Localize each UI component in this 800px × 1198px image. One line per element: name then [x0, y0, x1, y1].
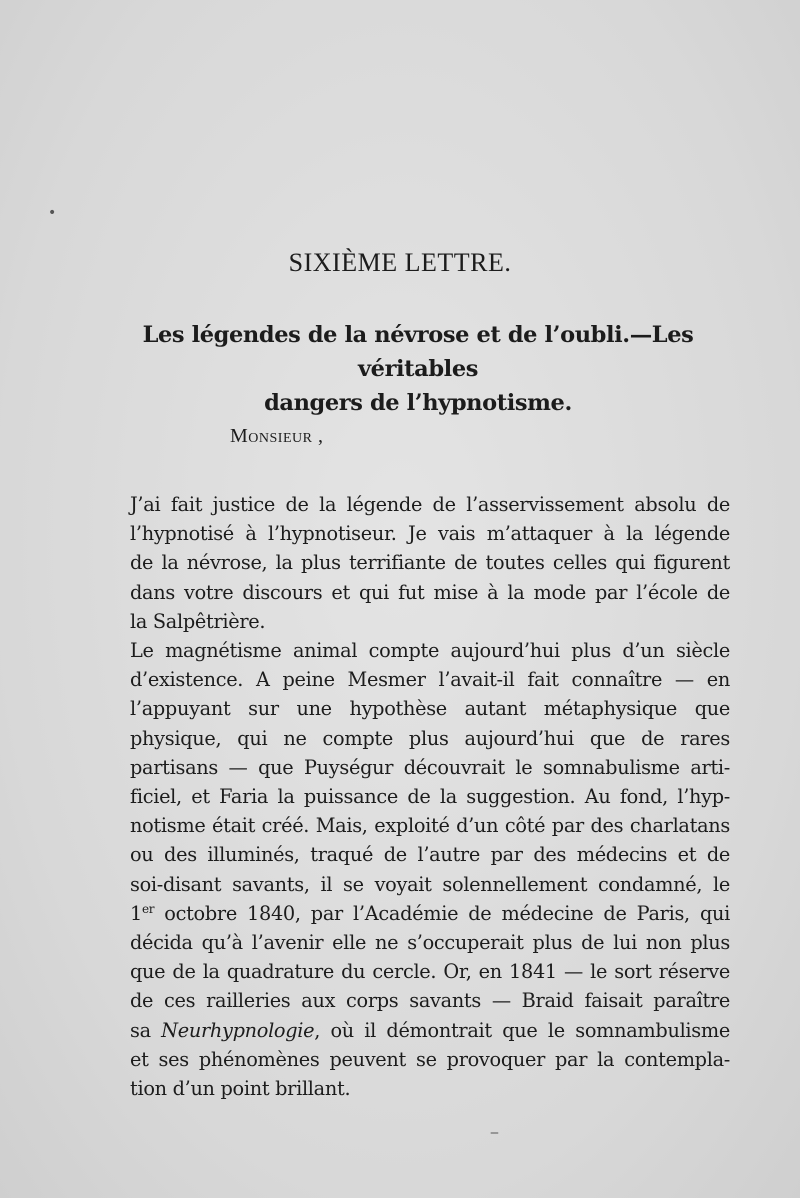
- text-line: que de la quadrature du cercle. Or, en 1841 — le sort réserve: [130, 960, 730, 984]
- text-line: soi-disant savants, il se voyait solennellement condamné, le: [130, 872, 730, 896]
- text-line: l’appuyant sur une hypothèse autant métaphysique que: [130, 697, 730, 721]
- text-line: l’hypnotisé à l’hypnotiseur. Je vais m’attaquer à la légende: [130, 522, 730, 546]
- text-line: de la névrose, la plus terrifiante de toutes celles qui figurent: [130, 551, 730, 575]
- text-line: ou des illuminés, traqué de l’autre par des médecins et de: [130, 843, 730, 867]
- text-line: partisans — que Puységur découvrait le somnabulisme arti-: [130, 755, 730, 779]
- text-fragment: 1: [130, 901, 142, 925]
- text-line-with-superscript: [105, 899, 730, 928]
- ink-speck: •: [48, 205, 57, 221]
- text-line-with-italic: [105, 1016, 730, 1045]
- text-line: décida qu’à l’avenir elle ne s’occuperait plus de lui non plus: [130, 931, 730, 955]
- superscript: er: [141, 901, 155, 916]
- text-line: ficiel, et Faria la puissance de la suggestion. Au fond, l’hyp-: [130, 785, 730, 809]
- subtitle-line: dangers de l’hypnotisme.: [264, 390, 572, 416]
- chapter-subtitle: [98, 318, 738, 420]
- paragraph-2: [105, 636, 730, 1103]
- subtitle-line: Les légendes de la névrose et de l’oubli.—Les véritables: [142, 322, 694, 382]
- salutation-word: Monsieur: [230, 425, 313, 447]
- text-line: Le magnétisme animal compte aujourd’hui plus d’un siècle: [130, 639, 730, 663]
- body-text: [105, 490, 730, 1103]
- book-title-italic: Neurhypnologie: [161, 1018, 315, 1042]
- text-line: d’existence. A peine Mesmer l’avait-il fait connaître — en: [130, 668, 730, 692]
- text-fragment: sa: [130, 1018, 162, 1042]
- text-line: J’ai fait justice de la légende de l’asservissement absolu de: [130, 493, 730, 516]
- chapter-title: SIXIÈME LETTRE.: [288, 248, 512, 277]
- text-fragment: , où il démontrait que le somnambulisme: [314, 1018, 730, 1042]
- salutation: [230, 425, 323, 448]
- text-line: dans votre discours et qui fut mise à la mode par l’école de: [130, 580, 730, 604]
- text-line: et ses phénomènes peuvent se provoquer par la contempla-: [130, 1047, 730, 1071]
- text-line: physique, qui ne compte plus aujourd’hui que de rares: [130, 726, 730, 750]
- text-line: tion d’un point brillant.: [130, 1077, 351, 1101]
- salutation-punct: ,: [317, 425, 324, 447]
- paragraph-1: [105, 490, 730, 636]
- text-fragment: octobre 1840, par l’Académie de médecine de Paris, qui: [154, 901, 730, 925]
- ink-dash: ‒: [490, 1125, 499, 1141]
- text-line: la Salpêtrière.: [130, 609, 266, 633]
- text-line: de ces railleries aux corps savants — Braid faisait paraître: [130, 989, 730, 1013]
- text-line: notisme était créé. Mais, exploité d’un côté par des charlatans: [130, 814, 730, 838]
